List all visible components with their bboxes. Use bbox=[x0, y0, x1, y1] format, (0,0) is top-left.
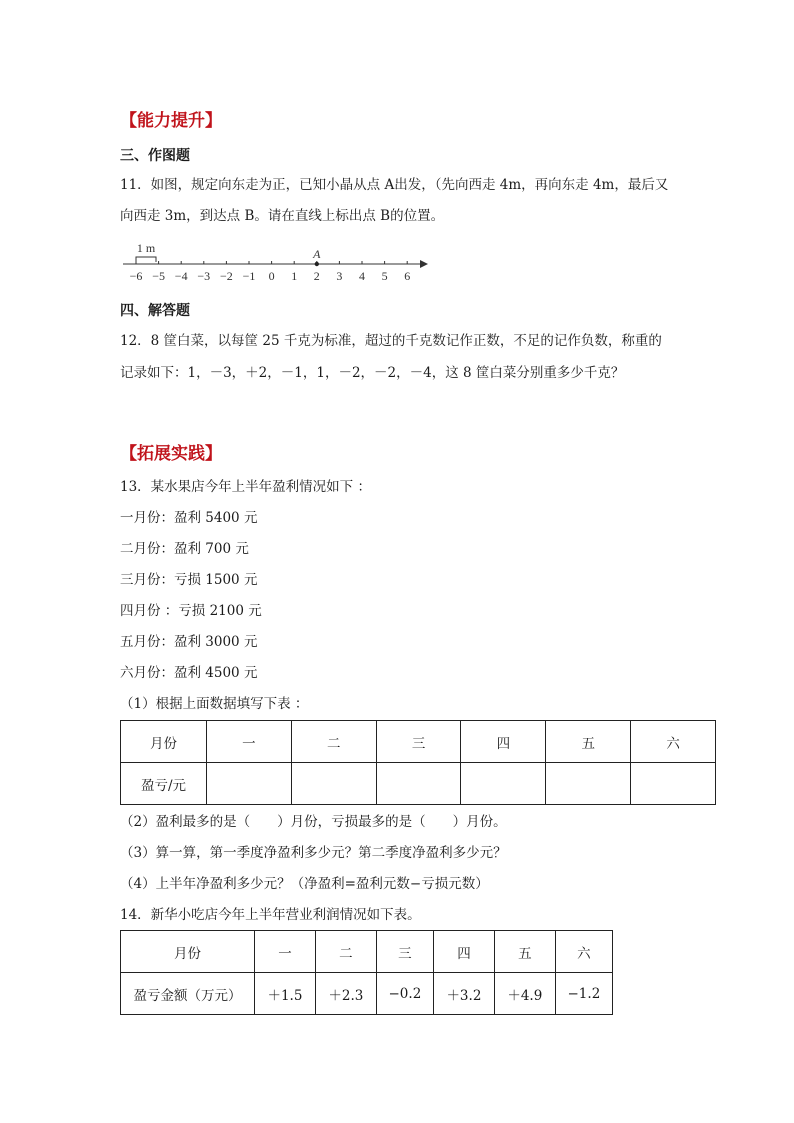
month-line-5: 五月份：盈利 3000 元 bbox=[120, 634, 258, 650]
q13-intro: 13．某水果店今年上半年盈利情况如下 ： bbox=[120, 479, 371, 495]
table1-header-cell: 五 bbox=[546, 721, 631, 763]
unit-bracket bbox=[136, 257, 156, 262]
table1-header-cell: 三 bbox=[376, 721, 461, 763]
table1-header-row bbox=[121, 721, 716, 763]
number-line-tick-label: −4 bbox=[174, 269, 188, 283]
month-line-2: 二月份：盈利 700 元 bbox=[120, 541, 249, 557]
table1-header-cell: 月份 bbox=[121, 721, 207, 763]
point-a-marker bbox=[315, 262, 319, 266]
q12-line-1: 12．8 筐白菜，以每筐 25 千克为标准，超过的千克数记作正数，不足的记作负数，称重的 bbox=[120, 333, 662, 349]
table2-header-cell: 三 bbox=[376, 931, 433, 973]
table2-value-cell: ＋2.3 bbox=[315, 973, 376, 1015]
table2-value-cell: ＋3.2 bbox=[433, 973, 494, 1015]
table1-value-row bbox=[121, 763, 716, 805]
practice-heading: 【拓展实践】 bbox=[120, 444, 222, 464]
section-4-title: 四、解答题 bbox=[120, 303, 190, 319]
table1-header-cell: 二 bbox=[291, 721, 376, 763]
q13-part-3: （3）算一算，第一季度净盈利多少元？第二季度净盈利多少元？ bbox=[120, 845, 507, 861]
number-line-tick-label: −1 bbox=[242, 269, 256, 283]
number-line-tick-label: −2 bbox=[220, 269, 233, 283]
number-line-tick-label: −5 bbox=[152, 269, 165, 283]
table1-blank-cell[interactable] bbox=[291, 763, 376, 805]
q11-line-1: 11．如图，规定向东走为正，已知小晶从点 A出发，（先向西走 4m，再向东走 4m，最后又 bbox=[120, 177, 669, 193]
q14-intro: 14．新华小吃店今年上半年营业利润情况如下表。 bbox=[120, 907, 421, 923]
table2-header-row bbox=[121, 931, 613, 973]
number-line-tick-label: 1 bbox=[291, 269, 298, 283]
unit-label: 1 m bbox=[136, 241, 156, 255]
table2-header-cell: 六 bbox=[555, 931, 612, 973]
q13-part-4: （4）上半年净盈利多少元？（净盈利=盈利元数−亏损元数） bbox=[120, 876, 489, 892]
q11-line-2: 向西走 3m，到达点 B。请在直线上标出点 B的位置。 bbox=[120, 208, 445, 224]
profit-table-2 bbox=[120, 930, 613, 1015]
month-line-1: 一月份：盈利 5400 元 bbox=[120, 510, 258, 526]
point-a-label: A bbox=[313, 247, 321, 261]
number-line-tick-label: 5 bbox=[381, 269, 388, 283]
q12-line-2: 记录如下：1，－3，＋2，－1，1，－2，－2，－4，这 8 筐白菜分别重多少千克？ bbox=[120, 365, 625, 381]
table1-blank-cell[interactable] bbox=[461, 763, 546, 805]
table2-header-cell: 一 bbox=[255, 931, 316, 973]
table2-value-cell: ＋4.9 bbox=[494, 973, 555, 1015]
q13-part-1: （1）根据上面数据填写下表 ： bbox=[120, 696, 309, 712]
table2-header-cell: 二 bbox=[315, 931, 376, 973]
table1-row-label: 盈亏/元 bbox=[121, 763, 207, 805]
number-line-arrow bbox=[420, 260, 428, 268]
section-3-title: 三、作图题 bbox=[120, 148, 190, 164]
number-line-tick-label: 6 bbox=[404, 269, 411, 283]
table2-value-row bbox=[121, 973, 613, 1015]
number-line-tick-label: −3 bbox=[197, 269, 211, 283]
month-line-4: 四月份 ：亏损 2100 元 bbox=[120, 603, 262, 619]
table2-header-cell: 四 bbox=[433, 931, 494, 973]
table1-blank-cell[interactable] bbox=[631, 763, 716, 805]
number-line bbox=[118, 236, 438, 288]
number-line-tick-label: 3 bbox=[336, 269, 343, 283]
table1-blank-cell[interactable] bbox=[376, 763, 461, 805]
table2-header-cell: 五 bbox=[494, 931, 555, 973]
ability-heading: 【能力提升】 bbox=[120, 111, 222, 131]
number-line-tick-label: 2 bbox=[313, 269, 320, 283]
number-line-tick-label: 0 bbox=[268, 269, 275, 283]
table2-value-cell: −0.2 bbox=[376, 973, 433, 1015]
month-line-3: 三月份：亏损 1500 元 bbox=[120, 572, 258, 588]
month-line-6: 六月份：盈利 4500 元 bbox=[120, 665, 258, 681]
number-line-tick-label: 4 bbox=[359, 269, 365, 283]
table1-blank-cell[interactable] bbox=[546, 763, 631, 805]
table2-value-cell: ＋1.5 bbox=[255, 973, 316, 1015]
table2-value-cell: −1.2 bbox=[555, 973, 612, 1015]
table2-header-cell: 月份 bbox=[121, 931, 255, 973]
table2-row-label: 盈亏金额（万元） bbox=[121, 973, 255, 1015]
table1-blank-cell[interactable] bbox=[207, 763, 292, 805]
table1-header-cell: 一 bbox=[207, 721, 292, 763]
table1-header-cell: 六 bbox=[631, 721, 716, 763]
profit-table-1 bbox=[120, 720, 716, 805]
table1-header-cell: 四 bbox=[461, 721, 546, 763]
q13-part-2: （2）盈利最多的是（ ）月份，亏损最多的是（ ）月份。 bbox=[120, 814, 507, 830]
number-line-tick-label: −6 bbox=[129, 269, 143, 283]
